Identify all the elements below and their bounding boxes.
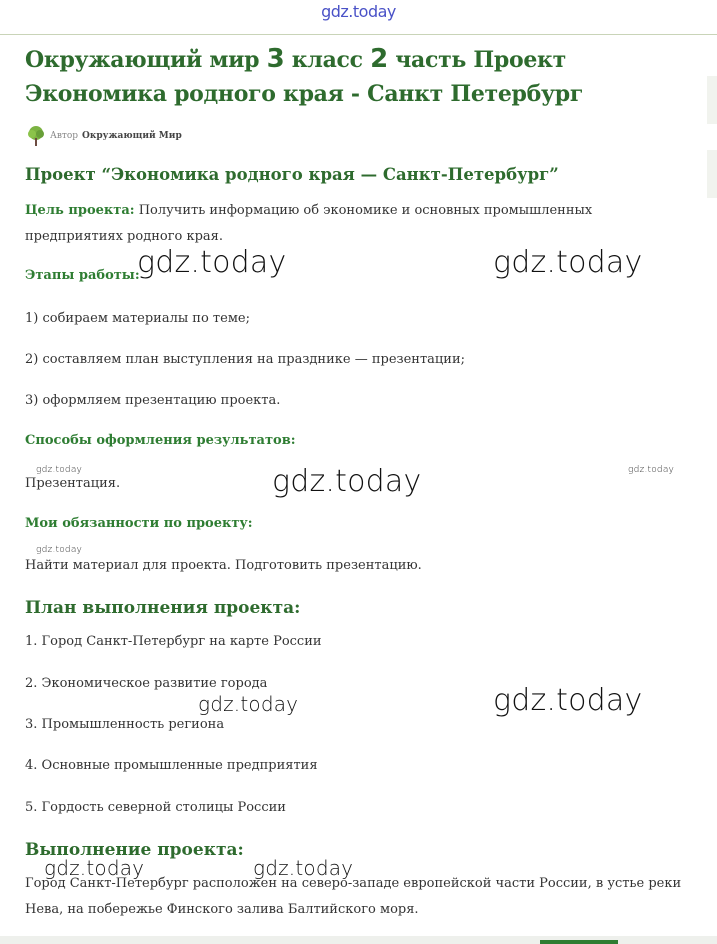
duties-text: Найти материал для проекта. Подготовить презентацию. — [25, 558, 422, 573]
duties-label: Мои обязанности по проекту: — [25, 516, 253, 531]
project-heading: Проект “Экономика родного края — Санкт-Петербург” — [25, 165, 559, 184]
list-item: 5. Гордость северной столицы России — [25, 800, 286, 815]
page-title: Окружающий мир 3 класс 2 часть Проект Экономика родного края - Санкт Петербург — [25, 44, 584, 107]
watermark: gdz.today — [36, 465, 83, 475]
sidebar-edge — [707, 150, 717, 198]
formats-text: Презентация. — [25, 476, 121, 491]
list-item: 2) составляем план выступления на празднике — презентации; — [25, 352, 465, 367]
author-name[interactable]: Окружающий Мир — [82, 131, 182, 141]
watermark: gdz.today — [628, 465, 675, 475]
execution-text: Город Санкт-Петербург расположен на северо-западе европейской части России, в устье реки Нева, на побережье Финского залива Балтийского моря. — [25, 876, 682, 917]
list-item: 3) оформляем презентацию проекта. — [25, 393, 281, 408]
formats-label: Способы оформления результатов: — [25, 433, 296, 448]
watermark: gdz.today — [36, 545, 83, 555]
watermark: gdz.today — [493, 683, 643, 718]
bottom-button[interactable] — [540, 940, 618, 944]
watermark: gdz.today — [198, 692, 299, 716]
site-logo[interactable]: gdz.today — [321, 2, 396, 21]
list-item: 1) собираем материалы по теме; — [25, 311, 250, 326]
watermark: gdz.today — [253, 856, 354, 880]
goal-paragraph: Цель проекта: Получить информацию об экономике и основных промышленных предприятиях родного края. — [25, 203, 593, 244]
plan-heading: План выполнения проекта: — [25, 598, 301, 618]
watermark: gdz.today — [272, 464, 422, 499]
list-item: 2. Экономическое развитие города — [25, 676, 268, 691]
list-item: 4. Основные промышленные предприятия — [25, 758, 318, 773]
author-label: Автор — [50, 131, 79, 141]
author-line — [26, 125, 182, 147]
sidebar-edge — [707, 76, 717, 124]
goal-label: Цель проекта: — [25, 203, 135, 218]
tree-icon — [26, 125, 46, 147]
watermark: gdz.today — [137, 245, 287, 280]
list-item: 1. Город Санкт-Петербург на карте России — [25, 634, 322, 649]
execution-heading: Выполнение проекта: — [25, 840, 244, 860]
list-item: 3. Промышленность региона — [25, 717, 225, 732]
header-divider — [0, 34, 717, 35]
stages-label: Этапы работы: — [25, 268, 140, 283]
watermark: gdz.today — [493, 245, 643, 280]
watermark: gdz.today — [44, 856, 145, 880]
